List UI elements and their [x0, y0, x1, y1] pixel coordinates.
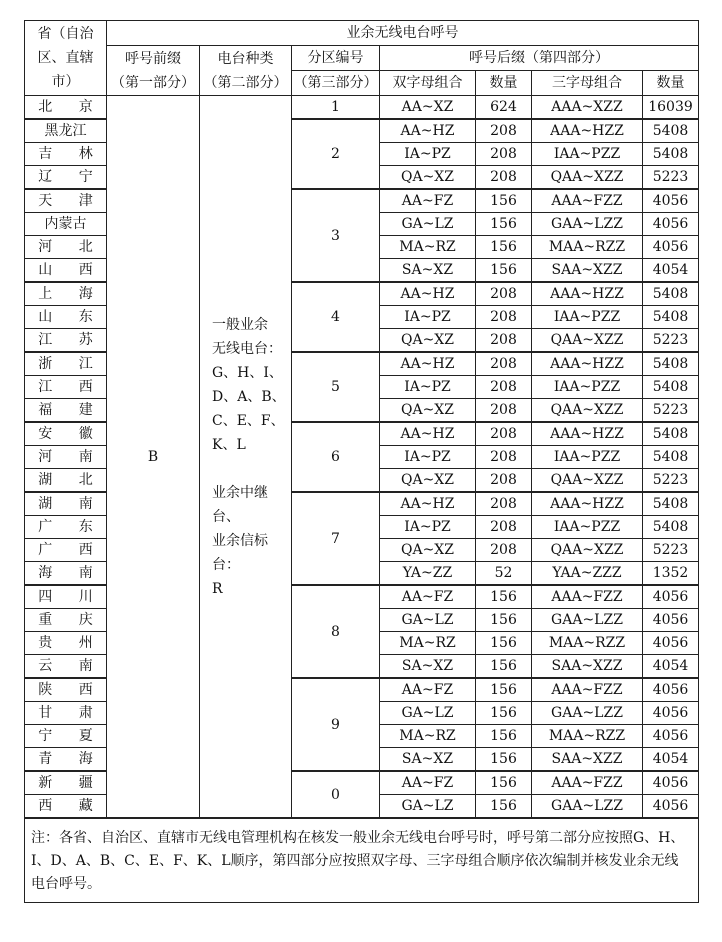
station-type-line: R	[212, 580, 223, 597]
count-three-cell: 5408	[643, 282, 699, 306]
two-letter-cell: AA~XZ	[380, 96, 476, 120]
province-cell: 四 川	[25, 585, 107, 609]
count-three-cell: 4056	[643, 678, 699, 702]
two-letter-cell: AA~HZ	[380, 282, 476, 306]
two-letter-cell: SA~XZ	[380, 259, 476, 283]
station-type-line: 一般业余	[212, 316, 268, 333]
count-three-cell: 4056	[643, 725, 699, 748]
zone-cell: 7	[292, 492, 380, 585]
three-letter-cell: AAA~HZZ	[532, 422, 643, 446]
count-three-cell: 5408	[643, 422, 699, 446]
count-two-cell: 208	[476, 143, 532, 166]
two-letter-cell: AA~FZ	[380, 585, 476, 609]
two-letter-cell: QA~XZ	[380, 399, 476, 423]
zone-cell: 6	[292, 422, 380, 492]
station-type-line: K、L	[212, 436, 246, 453]
province-cell: 上 海	[25, 282, 107, 306]
count-three-cell: 5223	[643, 539, 699, 562]
count-two-cell: 156	[476, 632, 532, 655]
province-cell: 云 南	[25, 655, 107, 679]
three-letter-cell: AAA~HZZ	[532, 352, 643, 376]
station-type-line: 无线电台：	[212, 340, 282, 357]
count-two-cell: 208	[476, 282, 532, 306]
count-three-cell: 4056	[643, 632, 699, 655]
count-two-cell: 208	[476, 446, 532, 469]
two-letter-cell: GA~LZ	[380, 609, 476, 632]
province-cell: 黑龙江	[25, 119, 107, 143]
zone-cell: 0	[292, 771, 380, 818]
two-letter-cell: QA~XZ	[380, 469, 476, 493]
province-cell: 广 西	[25, 539, 107, 562]
two-letter-cell: SA~XZ	[380, 655, 476, 679]
count-three-cell: 5408	[643, 143, 699, 166]
header-zone-sub: （第三部分）	[292, 71, 380, 96]
station-type-line: 业余信标台：	[212, 532, 268, 573]
count-three-cell: 4056	[643, 702, 699, 725]
three-letter-cell: QAA~XZZ	[532, 469, 643, 493]
two-letter-cell: QA~XZ	[380, 329, 476, 353]
three-letter-cell: AAA~FZZ	[532, 771, 643, 795]
count-two-cell: 208	[476, 492, 532, 516]
count-three-cell: 4054	[643, 655, 699, 679]
header-count-three: 数量	[643, 71, 699, 96]
province-cell: 安 徽	[25, 422, 107, 446]
three-letter-cell: GAA~LZZ	[532, 795, 643, 819]
province-cell: 内蒙古	[25, 213, 107, 236]
three-letter-cell: SAA~XZZ	[532, 655, 643, 679]
province-cell: 宁 夏	[25, 725, 107, 748]
three-letter-cell: IAA~PZZ	[532, 306, 643, 329]
two-letter-cell: AA~FZ	[380, 771, 476, 795]
zone-cell: 5	[292, 352, 380, 422]
count-two-cell: 208	[476, 119, 532, 143]
count-two-cell: 156	[476, 585, 532, 609]
count-two-cell: 208	[476, 469, 532, 493]
province-cell: 贵 州	[25, 632, 107, 655]
three-letter-cell: IAA~PZZ	[532, 516, 643, 539]
province-cell: 甘 肃	[25, 702, 107, 725]
three-letter-cell: IAA~PZZ	[532, 376, 643, 399]
count-three-cell: 5408	[643, 352, 699, 376]
three-letter-cell: IAA~PZZ	[532, 143, 643, 166]
note-text: 注：各省、自治区、直辖市无线电管理机构在核发一般业余无线电台呼号时，呼号第二部分应按照G、H、I、D、A、B、C、E、F、K、L顺序，第四部分应按照双字母、三字母组合顺序依次编制并核发业余无线电台呼号。	[25, 818, 699, 903]
two-letter-cell: QA~XZ	[380, 166, 476, 190]
province-cell: 湖 南	[25, 492, 107, 516]
three-letter-cell: MAA~RZZ	[532, 632, 643, 655]
province-cell: 河 南	[25, 446, 107, 469]
count-three-cell: 1352	[643, 562, 699, 586]
note-row	[25, 818, 699, 903]
station-type-line: D、A、B、	[212, 388, 286, 405]
count-two-cell: 156	[476, 678, 532, 702]
count-two-cell: 156	[476, 771, 532, 795]
zone-cell: 2	[292, 119, 380, 189]
count-two-cell: 156	[476, 795, 532, 819]
province-cell: 广 东	[25, 516, 107, 539]
two-letter-cell: AA~HZ	[380, 492, 476, 516]
count-three-cell: 4056	[643, 585, 699, 609]
two-letter-cell: AA~FZ	[380, 678, 476, 702]
count-two-cell: 52	[476, 562, 532, 586]
three-letter-cell: AAA~HZZ	[532, 282, 643, 306]
header-main-title: 业余无线电台呼号	[107, 21, 699, 46]
count-two-cell: 208	[476, 166, 532, 190]
header-province: 省（自治区、直辖市）	[25, 21, 107, 96]
count-three-cell: 5408	[643, 516, 699, 539]
province-cell: 重 庆	[25, 609, 107, 632]
zone-cell: 1	[292, 96, 380, 120]
three-letter-cell: AAA~XZZ	[532, 96, 643, 120]
province-cell: 浙 江	[25, 352, 107, 376]
station-type-line: G、H、I、	[212, 364, 283, 381]
header-three-letter: 三字母组合	[532, 71, 643, 96]
count-two-cell: 208	[476, 539, 532, 562]
count-two-cell: 156	[476, 748, 532, 772]
province-cell: 新 疆	[25, 771, 107, 795]
province-cell: 天 津	[25, 189, 107, 213]
count-three-cell: 5408	[643, 306, 699, 329]
count-two-cell: 156	[476, 609, 532, 632]
count-two-cell: 156	[476, 236, 532, 259]
three-letter-cell: QAA~XZZ	[532, 399, 643, 423]
count-three-cell: 5223	[643, 399, 699, 423]
count-two-cell: 156	[476, 725, 532, 748]
callsign-table-container	[24, 20, 698, 903]
count-two-cell: 208	[476, 516, 532, 539]
province-cell: 青 海	[25, 748, 107, 772]
two-letter-cell: GA~LZ	[380, 702, 476, 725]
province-cell: 吉 林	[25, 143, 107, 166]
header-prefix: 呼号前缀 （第一部分）	[107, 46, 200, 96]
count-three-cell: 5223	[643, 469, 699, 493]
count-three-cell: 4056	[643, 771, 699, 795]
province-cell: 北 京	[25, 96, 107, 120]
two-letter-cell: SA~XZ	[380, 748, 476, 772]
count-three-cell: 5408	[643, 446, 699, 469]
prefix-cell: B	[107, 96, 200, 819]
three-letter-cell: MAA~RZZ	[532, 725, 643, 748]
two-letter-cell: AA~HZ	[380, 352, 476, 376]
three-letter-cell: QAA~XZZ	[532, 329, 643, 353]
two-letter-cell: MA~RZ	[380, 632, 476, 655]
two-letter-cell: MA~RZ	[380, 236, 476, 259]
province-cell: 海 南	[25, 562, 107, 586]
count-three-cell: 5408	[643, 376, 699, 399]
count-three-cell: 4054	[643, 748, 699, 772]
two-letter-cell: IA~PZ	[380, 143, 476, 166]
count-three-cell: 4056	[643, 795, 699, 819]
count-two-cell: 156	[476, 259, 532, 283]
count-three-cell: 4054	[643, 259, 699, 283]
count-three-cell: 5408	[643, 492, 699, 516]
count-two-cell: 156	[476, 213, 532, 236]
zone-cell: 4	[292, 282, 380, 352]
three-letter-cell: AAA~FZZ	[532, 585, 643, 609]
three-letter-cell: AAA~HZZ	[532, 492, 643, 516]
zone-cell: 8	[292, 585, 380, 678]
two-letter-cell: MA~RZ	[380, 725, 476, 748]
three-letter-cell: IAA~PZZ	[532, 446, 643, 469]
zone-cell: 3	[292, 189, 380, 282]
province-cell: 山 西	[25, 259, 107, 283]
three-letter-cell: GAA~LZZ	[532, 213, 643, 236]
count-two-cell: 156	[476, 655, 532, 679]
count-two-cell: 156	[476, 702, 532, 725]
header-suffix: 呼号后缀（第四部分）	[380, 46, 699, 71]
three-letter-cell: YAA~ZZZ	[532, 562, 643, 586]
count-three-cell: 4056	[643, 609, 699, 632]
three-letter-cell: GAA~LZZ	[532, 702, 643, 725]
three-letter-cell: SAA~XZZ	[532, 259, 643, 283]
two-letter-cell: IA~PZ	[380, 446, 476, 469]
header-station-type: 电台种类 （第二部分）	[200, 46, 292, 96]
two-letter-cell: GA~LZ	[380, 213, 476, 236]
count-two-cell: 624	[476, 96, 532, 120]
province-cell: 江 苏	[25, 329, 107, 353]
three-letter-cell: AAA~FZZ	[532, 678, 643, 702]
three-letter-cell: QAA~XZZ	[532, 166, 643, 190]
three-letter-cell: AAA~HZZ	[532, 119, 643, 143]
table-row	[25, 96, 699, 120]
province-cell: 福 建	[25, 399, 107, 423]
count-two-cell: 208	[476, 422, 532, 446]
two-letter-cell: AA~HZ	[380, 119, 476, 143]
three-letter-cell: QAA~XZZ	[532, 539, 643, 562]
count-three-cell: 5223	[643, 166, 699, 190]
count-three-cell: 16039	[643, 96, 699, 120]
two-letter-cell: AA~FZ	[380, 189, 476, 213]
two-letter-cell: AA~HZ	[380, 422, 476, 446]
count-two-cell: 208	[476, 399, 532, 423]
two-letter-cell: YA~ZZ	[380, 562, 476, 586]
count-three-cell: 5223	[643, 329, 699, 353]
two-letter-cell: GA~LZ	[380, 795, 476, 819]
three-letter-cell: AAA~FZZ	[532, 189, 643, 213]
two-letter-cell: IA~PZ	[380, 516, 476, 539]
province-cell: 辽 宁	[25, 166, 107, 190]
province-cell: 江 西	[25, 376, 107, 399]
count-three-cell: 4056	[643, 236, 699, 259]
station-type-cell	[200, 96, 292, 819]
two-letter-cell: IA~PZ	[380, 376, 476, 399]
station-type-line: C、E、F、	[212, 412, 285, 429]
header-two-letter: 双字母组合	[380, 71, 476, 96]
header-zone: 分区编号	[292, 46, 380, 71]
header-count-two: 数量	[476, 71, 532, 96]
count-two-cell: 208	[476, 352, 532, 376]
table-body	[25, 96, 699, 903]
two-letter-cell: QA~XZ	[380, 539, 476, 562]
count-three-cell: 4056	[643, 213, 699, 236]
province-cell: 陕 西	[25, 678, 107, 702]
three-letter-cell: GAA~LZZ	[532, 609, 643, 632]
station-type-line	[212, 457, 291, 481]
three-letter-cell: SAA~XZZ	[532, 748, 643, 772]
province-cell: 河 北	[25, 236, 107, 259]
province-cell: 西 藏	[25, 795, 107, 819]
callsign-table	[24, 20, 699, 903]
three-letter-cell: MAA~RZZ	[532, 236, 643, 259]
station-type-line: 业余中继台、	[212, 484, 268, 525]
province-cell: 山 东	[25, 306, 107, 329]
count-two-cell: 156	[476, 189, 532, 213]
count-three-cell: 5408	[643, 119, 699, 143]
two-letter-cell: IA~PZ	[380, 306, 476, 329]
count-two-cell: 208	[476, 329, 532, 353]
province-cell: 湖 北	[25, 469, 107, 493]
count-three-cell: 4056	[643, 189, 699, 213]
count-two-cell: 208	[476, 306, 532, 329]
zone-cell: 9	[292, 678, 380, 771]
count-two-cell: 208	[476, 376, 532, 399]
